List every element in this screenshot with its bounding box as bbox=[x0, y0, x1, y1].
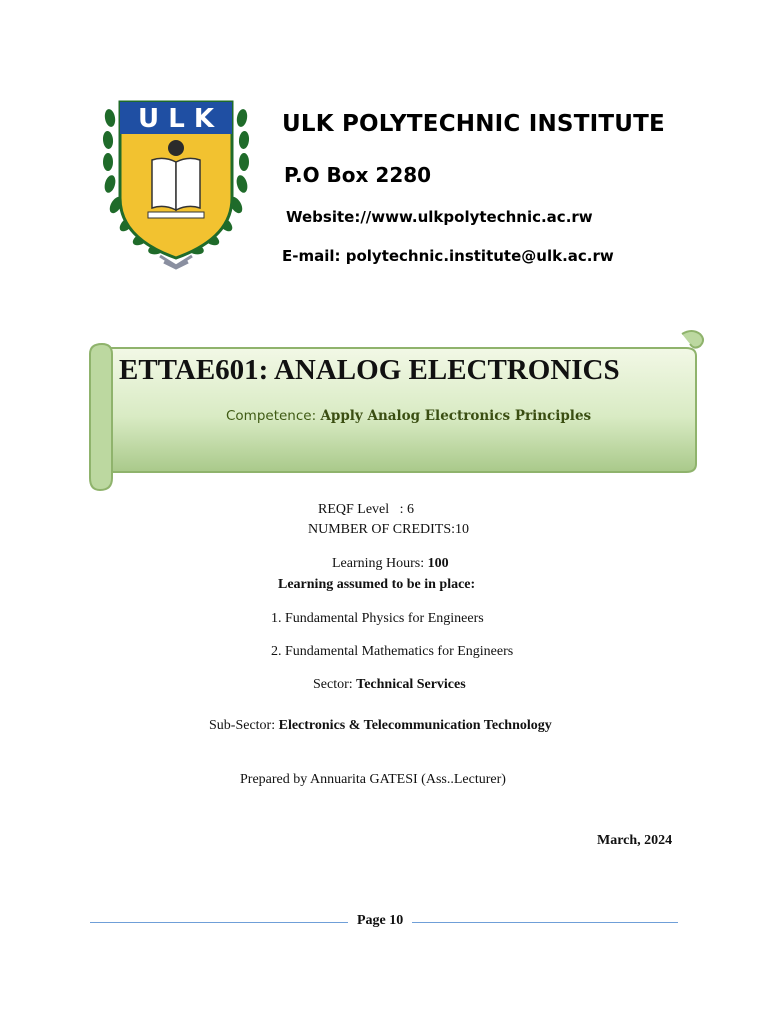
sub-sector bbox=[209, 718, 552, 734]
prepared-by: Prepared by Annuarita GATESI (Ass..Lecturer) bbox=[240, 772, 506, 787]
sector-label: Sector: bbox=[313, 677, 357, 692]
prerequisite-item: 2. Fundamental Mathematics for Engineers bbox=[271, 644, 514, 659]
ulk-logo bbox=[100, 98, 252, 270]
subsector-label: Sub-Sector: bbox=[209, 718, 279, 733]
course-title: ETTAE601: ANALOG ELECTRONICS bbox=[119, 354, 620, 386]
po-box: P.O Box 2280 bbox=[284, 163, 432, 187]
hours-value: 100 bbox=[427, 556, 449, 571]
competence-value: Apply Analog Electronics Principles bbox=[320, 408, 592, 424]
learning-hours bbox=[332, 556, 449, 572]
institution-name: ULK POLYTECHNIC INSTITUTE bbox=[282, 111, 665, 137]
page-number: Page 10 bbox=[348, 913, 412, 929]
website: Website://www.ulkpolytechnic.ac.rw bbox=[286, 208, 593, 226]
subsector-value: Electronics & Telecommunication Technology bbox=[278, 718, 552, 733]
document-date: March, 2024 bbox=[597, 833, 673, 848]
logo-letters: U L K bbox=[138, 104, 214, 134]
email: E-mail: polytechnic.institute@ulk.ac.rw bbox=[282, 247, 614, 265]
credits: NUMBER OF CREDITS:10 bbox=[308, 522, 470, 537]
prerequisite-item: 1. Fundamental Physics for Engineers bbox=[271, 611, 484, 626]
competence bbox=[226, 408, 591, 424]
learning-assumed-heading: Learning assumed to be in place: bbox=[278, 577, 476, 592]
sector-value: Technical Services bbox=[356, 677, 466, 692]
competence-label: Competence: bbox=[226, 408, 321, 424]
sector bbox=[313, 677, 466, 693]
hours-label: Learning Hours: bbox=[332, 556, 428, 571]
reqf-level: REQF Level : 6 bbox=[318, 502, 415, 517]
